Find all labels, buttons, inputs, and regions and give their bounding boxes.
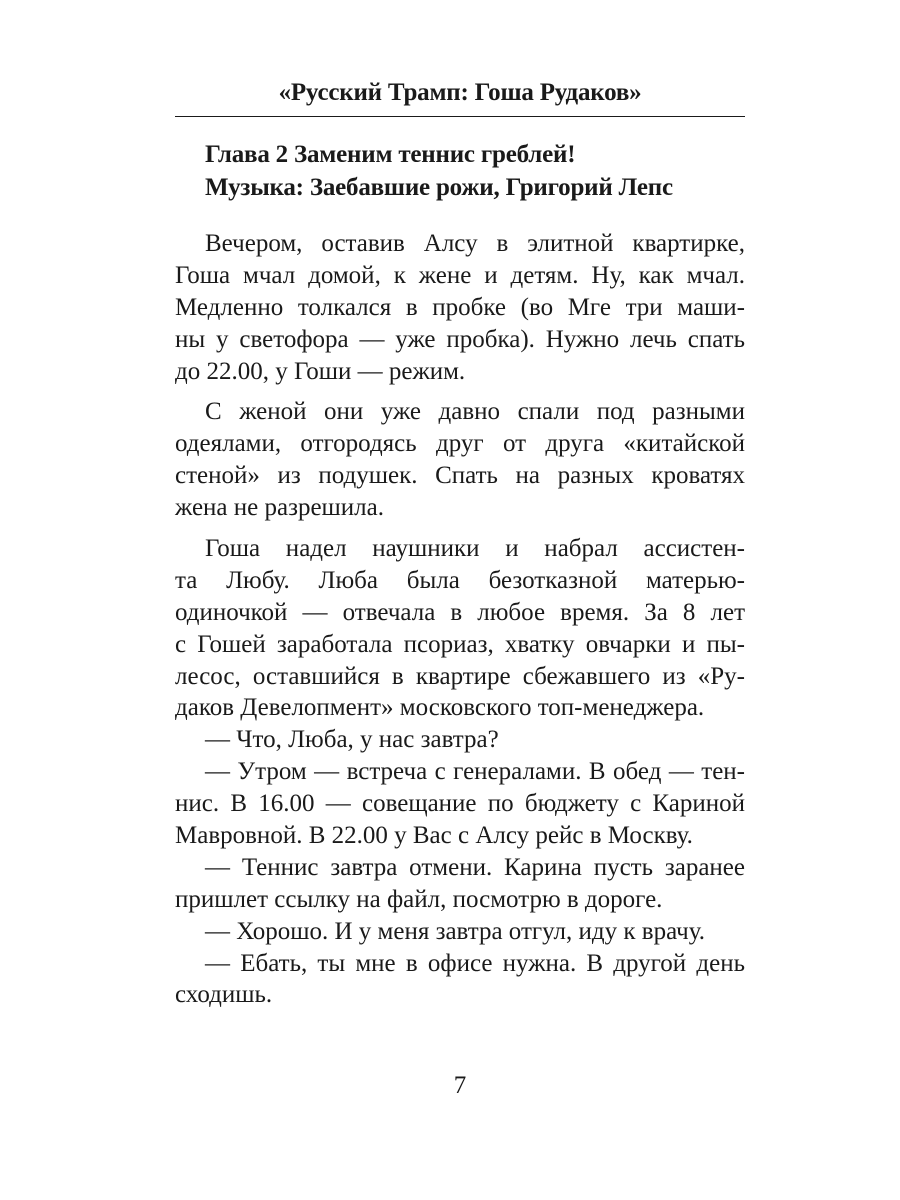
text-line: пришлет ссылку на файл, посмотрю в дороге.: [175, 885, 663, 913]
text-line: сходишь.: [175, 981, 273, 1009]
dialogue-line: — Хорошо. И у меня завтра отгул, иду к врачу.: [205, 917, 705, 945]
dialogue-line: — Теннис завтра отмени. Карина пусть заранее: [205, 853, 745, 881]
running-head: «Русский Трамп: Гоша Рудаков»: [278, 79, 642, 106]
header-rule: [175, 116, 745, 117]
text-line: одиночкой — отвечала в любое время. За 8 лет: [175, 598, 745, 626]
text-line: до 22.00, у Гоши — режим.: [175, 357, 466, 385]
chapter-heading: [205, 138, 765, 204]
text-line: лесос, оставшийся в квартире сбежавшего из «Ру-: [175, 662, 745, 690]
dialogue-line: — Утром — встреча с генералами. В обед — тен-: [205, 758, 745, 786]
text-line: Гоша надел наушники и набрал ассистен-: [205, 535, 745, 563]
dialogue-line: — Ебать, ты мне в офисе нужна. В другой день: [205, 949, 745, 977]
text-line: жена не разрешила.: [175, 494, 385, 522]
text-line: нис. В 16.00 — совещание по бюджету с Кариной: [175, 790, 745, 818]
text-line: Медленно толкался в пробке (во Мге три маши-: [175, 293, 745, 321]
text-line: Гоша мчал домой, к жене и детям. Ну, как мчал.: [175, 261, 745, 289]
text-line: с Гошей заработала псориаз, хватку овчарки и пы-: [175, 630, 745, 658]
text-line: одеялами, отгородясь друг от друга «китайской: [175, 430, 745, 458]
page-number: 7: [453, 1072, 467, 1099]
dialogue-line: — Что, Люба, у нас завтра?: [205, 726, 499, 754]
text-line: даков Девелопмент» московского топ-менеджера.: [175, 694, 705, 722]
text-line: та Любу. Люба была безотказной матерью-: [175, 566, 745, 594]
text-line: С женой они уже давно спали под разными: [205, 398, 745, 426]
text-line: Вечером, оставив Алсу в элитной квартирке,: [205, 230, 745, 257]
chapter-title: Глава 2 Заменим теннис греблей!: [205, 141, 576, 168]
text-line: ны у светофора — уже пробка). Нужно лечь спать: [175, 325, 745, 353]
chapter-music-line: Музыка: Заебавшие рожи, Григорий Лепс: [205, 174, 673, 201]
text-line: стеной» из подушек. Спать на разных кроватях: [175, 462, 745, 490]
text-line: Мавровной. В 22.00 у Вас с Алсу рейс в Москву.: [175, 822, 693, 850]
body-text: [175, 228, 745, 1011]
